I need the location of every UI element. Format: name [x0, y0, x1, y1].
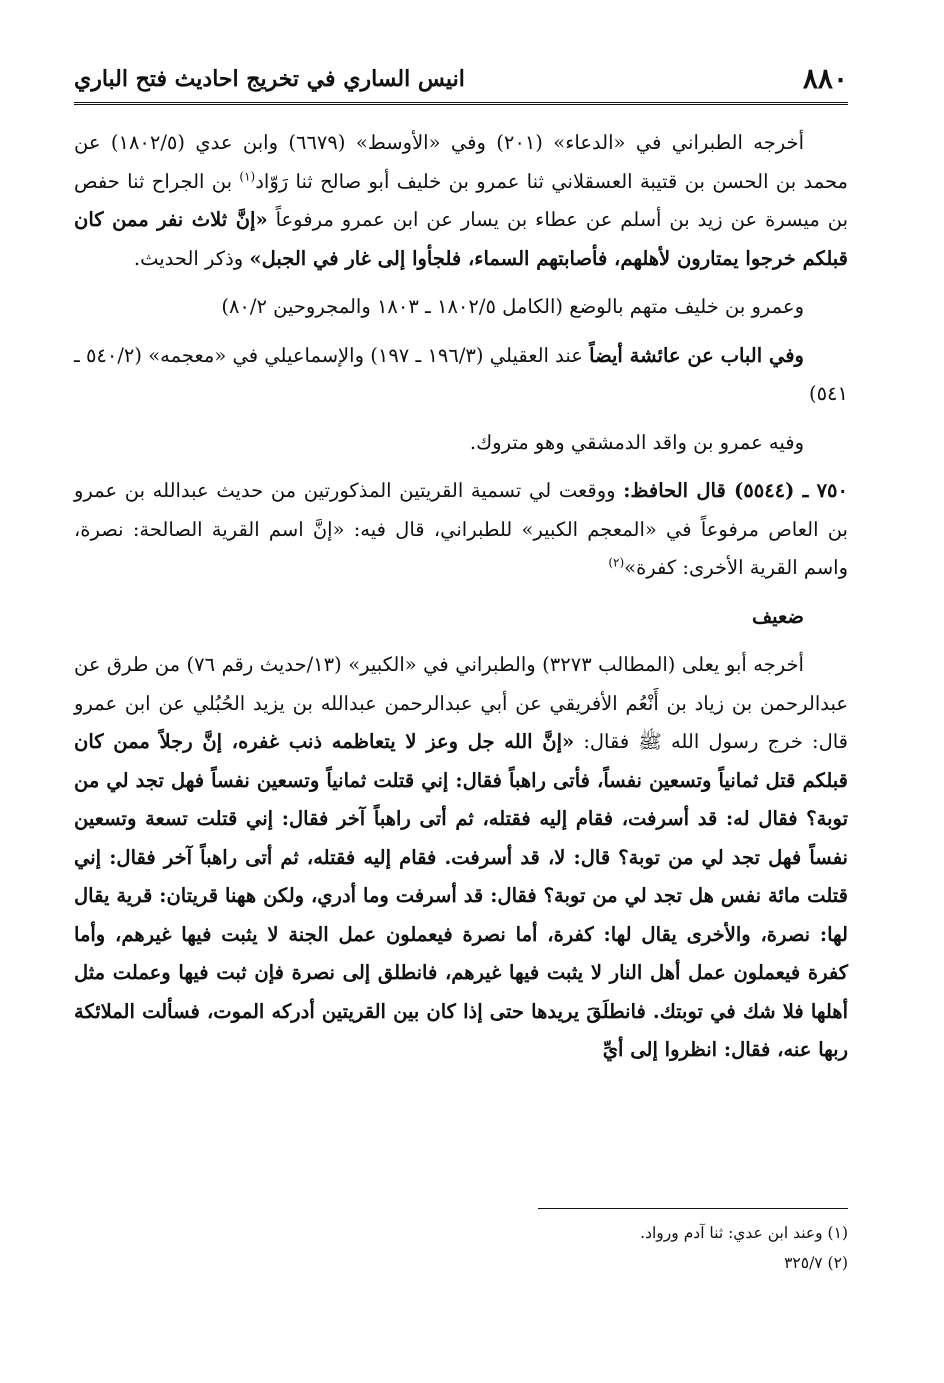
- footnote-2: (٢) ٣٢٥/٧: [784, 1254, 848, 1272]
- text-span: أخرجه الطبراني في «الدعاء» (٢٠١) وفي «الأوسط» (٦٦٧٩) وابن عدي (١٨٠٢/٥) عن محمد بن الحسن بن قتيبة العسقلاني ثنا عمرو بن خليف أبو صالح ثنا رَوّاد: [74, 131, 848, 193]
- paragraph-takhrij-2: [74, 646, 848, 1070]
- text-span: وذكر الحديث.: [133, 246, 250, 270]
- footnote-ref-1: (١): [239, 169, 256, 183]
- text-span: ووقعت لي تسمية القريتين المذكورتين من حديث عبدالله بن عمرو بن العاص مرفوعاً في «المعجم الكبير» للطبراني، قال فيه: «إنَّ اسم القرية الصالحة: نصرة، واسم القرية الأخرى: كفرة»: [74, 479, 848, 579]
- paragraph-hadith-750: [74, 472, 848, 588]
- text-span: أخرجه أبو يعلى (المطالب ٣٢٧٣) والطبراني في «الكبير» (١٣/حديث رقم ٧٦) من طرق عن عبدالرحمن بن زياد بن أَنْعُم الأفريقي عن أبي عبدالرحمن عبدالله بن يزيد الحُبُلي عن ابن عمرو قال: خرج رسول الله ﷺ فقال:: [74, 653, 849, 753]
- running-title: انيس الساري في تخريج احاديث فتح الباري: [74, 66, 465, 92]
- hadith-text: «إنَّ الله جل وعز لا يتعاظمه ذنب غفره، إنَّ رجلاً ممن كان قبلكم قتل ثمانياً وتسعين نفساً، فأتى راهباً فقال: إني قتلت ثمانياً وتسعين نفساً فهل تجد لي من توبة؟ فقال له: قد أسرفت، فقام إليه فقتله، ثم أتى راهباً آخر فقال: إني قتلت تسعة وتسعين نفساً فهل تجد لي من توبة؟ قال: لا، قد أسرفت. فقام إليه فقتله، ثم أتى راهباً آخر فقال: إني قتلت مائة نفس هل تجد لي من توبة؟ فقال: قد أسرفت وما أدري، ولكن ههنا قريتان: قرية يقال لها: نصرة، والأخرى يقال لها: كفرة، أما نصرة فيعملون عمل الجنة لا يثبت فيها غيرهم، وأما كفرة فيعملون عمل أهل النار لا يثبت فيها غيرهم، فانطلق إلى نصرة فإن ثبت فيها وعملت مثل أهلها فلا شك في توبتك. فانطلَقَ يريدها حتى إذا كان بين القريتين أدركه الموت، فسألت الملائكة ربها عنه، فقال: انظروا إلى أيِّ: [74, 730, 848, 1061]
- footnote-divider: [538, 1208, 848, 1209]
- page-header: [74, 62, 848, 105]
- paragraph-other-chain: [74, 337, 848, 414]
- page-body: [74, 124, 848, 1070]
- page-number: ٨٨٠: [802, 62, 848, 95]
- bold-lead: وفي الباب عن عائشة أيضاً: [589, 343, 804, 367]
- footnote-ref-2: (٢): [608, 555, 625, 570]
- paragraph-narrator-note: وعمرو بن خليف متهم بالوضع (الكامل ١٨٠٢/٥ ـ ١٨٠٣ والمجروحين ٨٠/٢): [221, 295, 804, 318]
- text-span: بن الجراح ثنا حفص بن ميسرة عن زيد بن أسلم عن عطاء بن يسار عن ابن عمرو مرفوعاً: [74, 169, 848, 231]
- paragraph-matruk: وفيه عمرو بن واقد الدمشقي وهو متروك.: [469, 430, 804, 454]
- text-span: عند العقيلي (١٩٦/٣ ـ ١٩٧) والإسماعيلي في «معجمه» (٥٤٠/٢ ـ ٥٤١): [74, 343, 848, 405]
- grading-heading: ضعيف: [751, 604, 804, 628]
- hadith-text: «إنَّ ثلاث نفر ممن كان قبلكم خرجوا يمتارون لأهلهم، فأصابتهم السماء، فلجأوا إلى غار في الجبل»: [74, 208, 848, 270]
- hadith-number: ٧٥٠ ـ (٥٥٤٤) قال الحافظ:: [623, 479, 848, 502]
- footnote-1: (١) وعند ابن عدي: ثنا آدم ورواد.: [640, 1224, 848, 1242]
- footnotes: [148, 1218, 848, 1278]
- paragraph-takhrij-1: [74, 124, 848, 278]
